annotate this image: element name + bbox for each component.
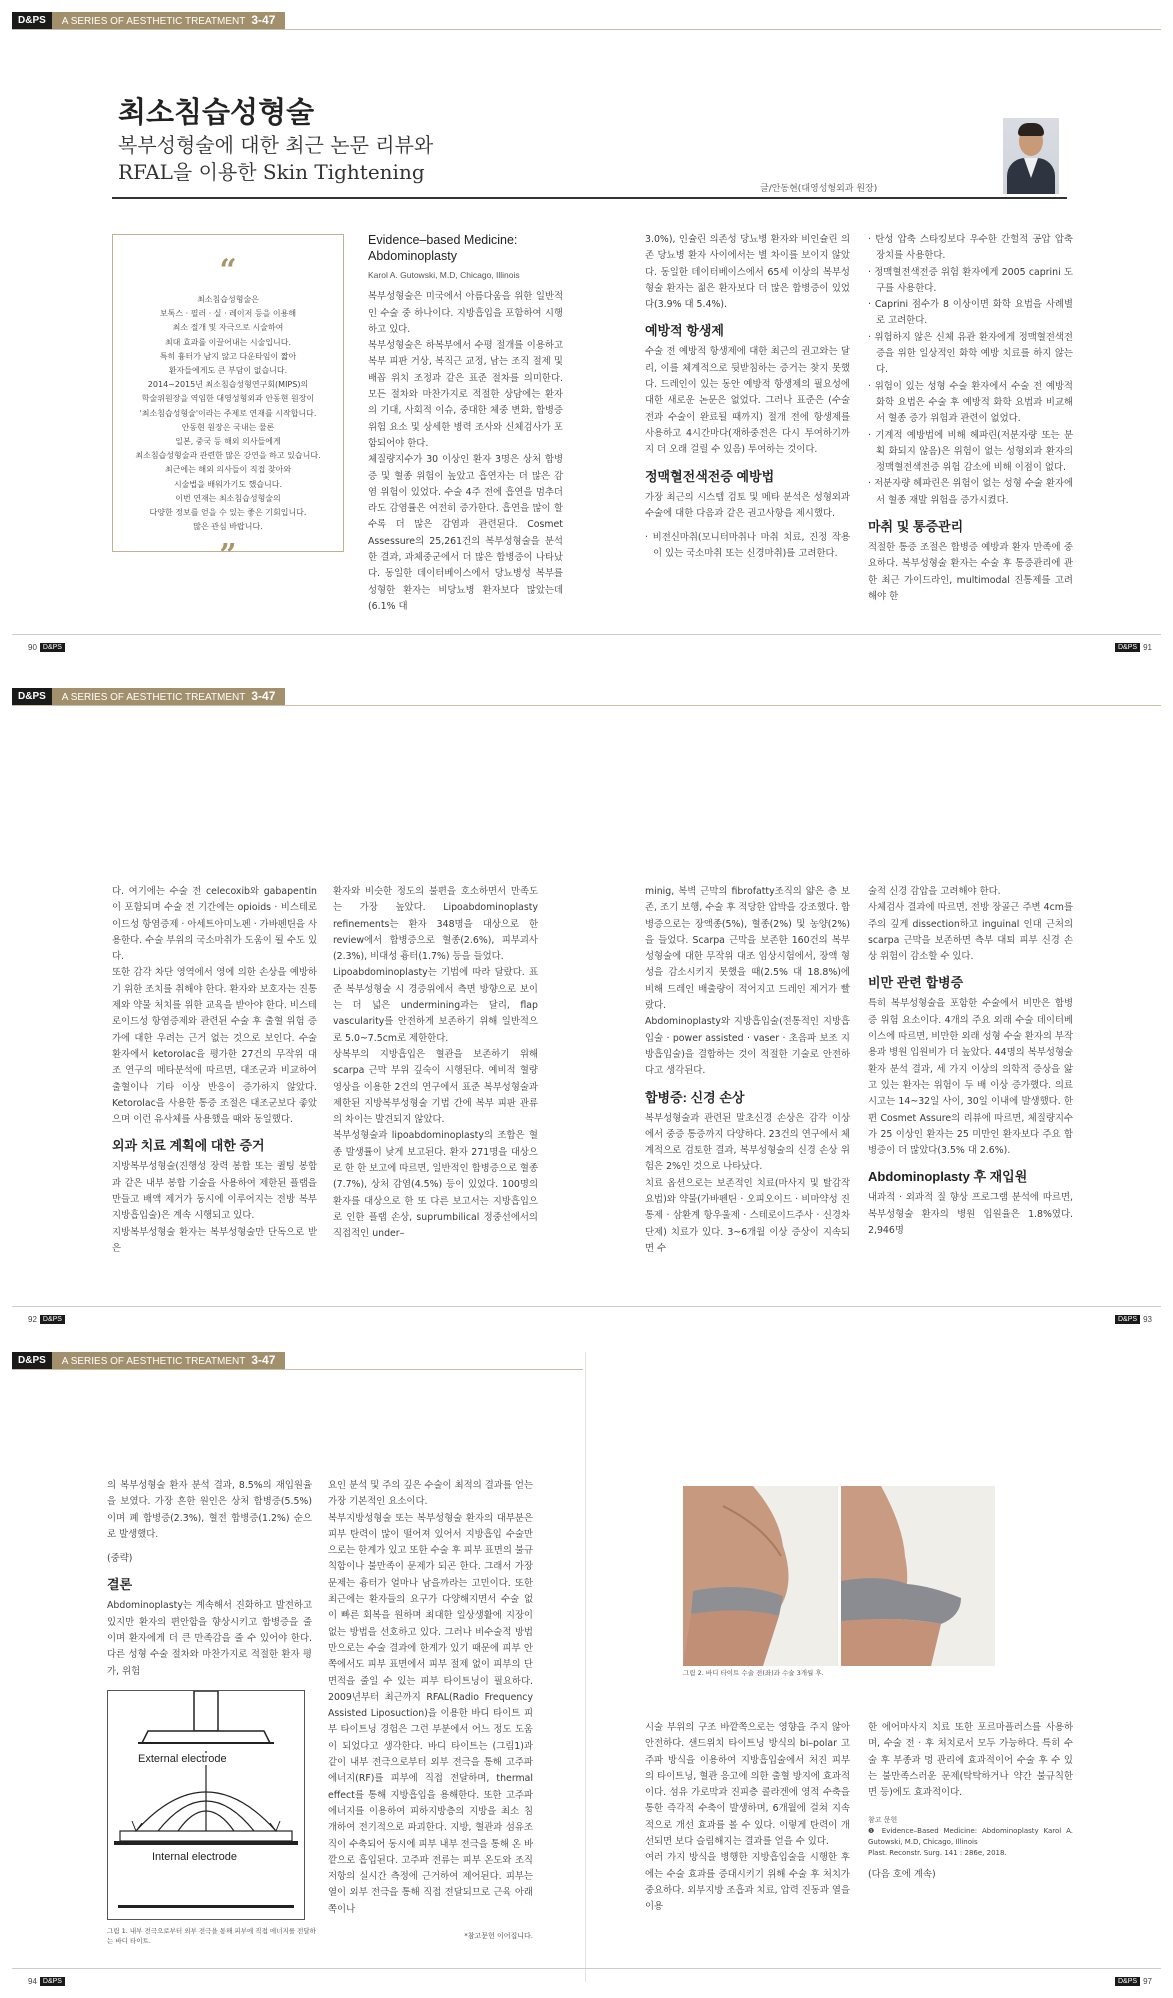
footer-rule: [12, 634, 1161, 635]
paragraph: 복부성형술은 미국에서 아름다움을 위한 일반적인 수술 중 하나이다. 지방흡입을 포함하여 시행하고 있다.: [368, 291, 563, 335]
page-number-94: 94 D&PS: [28, 1977, 68, 1986]
paragraph: Abdominoplasty와 지방흡입술(전통적인 지방흡입술 · power assisted · vaser · 초음파 보조 지방흡입술)을 결합하는 것이 적절한 기술로 안전하다고 생각된다.: [645, 1016, 850, 1077]
paragraph: 적절한 통증 조절은 합병증 예방과 환자 만족에 중요하다. 복부성형술 환자는 수술 후 통증관리에 관한 최근 가이드라인, multimodal 진통제를 고려해야 한: [868, 542, 1073, 602]
paragraph: 치료 옵션으로는 보존적인 치료(마사지 및 탈감작 요법)와 약물(가바펜틴 · 오피오이드 · 비마약성 진통제 · 삼환계 항우울제 · 스테로이드주사 · 신경차단제) 치료가 있다. 3~6개월 이상 증상이 지속되면 수: [645, 1177, 850, 1254]
paragraph: 시술 부위의 구조 바깥쪽으로는 영향을 주지 않아 안전하다. 샌드위치 타이트닝 방식의 bi–polar 고주파 방식을 이용하여 지방흡입술에서 처진 피부의 타이트닝, 혈관 응고에 의한 출혈 방지에 효과적이다. 섬유 가로막과 진피층 콜라겐에 영적 수축을 통한 즉각적 수축이 발생하며, 6개월에 걸쳐 지속적으로 개선 효과를 볼 수 있다. 이렇게 탄력이 개선되면 보다 슬림해지는 결과를 얻을 수 있다.: [645, 1722, 850, 1848]
paragraph: 복부성형술과 관련된 말초신경 손상은 감각 이상에서 중증 통증까지 다양하다. 23건의 연구에서 체계적으로 검토한 결과, 복부성형술의 신경 손상 위험은 2%인 것으로 나타났다.: [645, 1112, 850, 1173]
paragraph: 상복부의 지방흡입은 혈관을 보존하기 위해 scarpa 근막 부위 깊숙이 시행된다. 예비적 혈량 영상을 이용한 2건의 연구에서 표준 복부성형술과 제한된 지방복부성형술 기법 간에 복부 피판 관류의 차이는 발견되지 않았다.: [333, 1048, 538, 1126]
paragraph: 다. 여기에는 수술 전 celecoxib와 gabapentin이 포함되며 수술 전 기간에는 opioids · 비스테로이드성 항염증제 · 아세트아미노펜 · 가바펜틴을 사용한다. 수술 부위의 국소마취가 도움이 될 수도 있다.: [112, 886, 317, 963]
paragraph: 또한 감각 차단 영역에서 영에 의한 손상을 예방하기 위한 조치를 취해야 한다. 환자와 보호자는 진통제와 약물 처치를 위한 교육을 받아야 한다. 비스테로이드성 항염증제와 관련된 수술 후 출혈 위험 증가에 대한 우려는 근거 없는 것으로 보인다. 수술 환자에서 ketorolac을 평가한 27건의 무작위 대조 연구의 메타분석에 따르면, 대조군과 비교하여 출혈이나 기타 이상 반응이 증가하지 않았다. Ketorolac을 사용한 통증 조절은 대조군보다 좋았으며 이런 유사체를 사용했을 때와 동일했다.: [112, 967, 317, 1126]
paragraph: 내과적 · 외과적 질 향상 프로그램 분석에 따르면, 복부성형술 환자의 병원 입원율은 1.8%였다. 2,946명: [868, 1192, 1073, 1237]
paragraph: minig, 복벽 근막의 fibrofatty조직의 얇은 층 보존, 조기 보행, 수술 후 적당한 압박을 강조했다. 합병증으로는 장액종(5%), 혈종(2%) 및 농양(2%)을 들었다. Scarpa 근막을 보존한 160건의 복부성형술에 대한 무작위 대조 임상시험에서, 장액 형성을 감소시키지 못했을 때(2.5% 대 18.8%)에 비해 드레인 배출량이 적어지고 드레인 제거가 빨랐다.: [645, 886, 850, 1012]
page-gutter: [585, 1352, 586, 1982]
dps-logo: D&PS: [12, 12, 52, 29]
intro-quote-box: [112, 234, 344, 574]
paragraph: 환자와 비슷한 정도의 불편을 호소하면서 만족도는 가장 높았다. Lipoabdominoplasty refinements는 환자 348명을 대상으로 한 review에서 합병증으로 혈종(2.6%), 피부괴사(2.3%), 비대성 흉터(1.7%) 등을 들었다.: [333, 886, 538, 963]
reference-item: Plast. Reconstr. Surg. 141 : 286e, 2018.: [868, 1849, 1007, 1858]
footer-rule: [12, 1306, 1161, 1307]
bullet-item: · 비전신마취(모니터마취나 마취 치료, 진정 작용이 있는 국소마취 또는 신경마취)를 고려한다.: [645, 532, 850, 560]
figure-2-caption: 그림 2. 바디 타이트 수술 전(좌)과 수술 3개월 후.: [683, 1669, 824, 1677]
paragraph: 특히 복부성형술을 포함한 수술에서 비만은 합병증 위험 요소이다. 4개의 주요 외래 수술 데이터베이스에 따르면, 비만한 외래 성형 수술 환자의 부작용과 병원 입원비가 더 높았다. 44명의 복부성형술 환자 분석 결과, 세 가지 이상의 의학적 증상을 앓고 있는 환자는 위험이 두 배 이상 증가했다. 의료시고는 14~32일 사이, 30일 이내에 발생했다. 한편 Cosmet Assure의 리뷰에 따르면, 체질량지수가 25 이상인 환자는 25 미만인 환자보다 주요 합병증이 더 많았다(3.5% 대 2.6%).: [868, 998, 1073, 1157]
paragraph: Abdominoplasty는 계속해서 진화하고 발전하고 있지만 환자의 편안함을 향상시키고 합병증을 줄이며 환자에게 더 큰 만족감을 줄 수 있어야 한다. 다른 성형 수술 절차와 마찬가지로 적절한 환자 평가, 위험: [107, 1600, 312, 1677]
spread-pages-92-93: [0, 676, 1173, 1340]
paragraph: 술적 신경 감압을 고려해야 한다.: [868, 886, 1001, 897]
section-heading: 마취 및 통증관리: [868, 519, 964, 535]
dps-logo: D&PS: [12, 688, 52, 705]
page93-column-1: [645, 884, 850, 1257]
paragraph: 체질량지수가 30 이상인 환자 3명은 상처 합병증 및 혈종 위험이 높았고 흡연자는 더 많은 감염 위험이 있었다. 수술 4주 전에 흡연을 멈추더라도 감염률은 여전히 증가한다. 흡연을 많이 할수록 더 많은 감염과 관련된다. Cosmet Assessure의 25,261건의 복부성형술을 분석한 결과, 과체중군에서 더 많은 합병증이 나타났다. 동일한 데이터베이스에서 당뇨병성 복부를 성형한 환자는 비당뇨병 환자보다 많았는데(6.1% 대: [368, 454, 563, 612]
author-photo: [1003, 118, 1059, 194]
footer-rule: [12, 1968, 1161, 1969]
section-heading: 외과 치료 계획에 대한 증거: [112, 1138, 265, 1154]
open-quote-icon: “: [219, 253, 237, 288]
page97-column-1: [645, 1720, 850, 1916]
before-photo: [683, 1486, 838, 1666]
section-heading: 결론: [107, 1577, 133, 1593]
page97-column-2: [868, 1720, 1073, 1884]
source-title: Evidence–based Medicine: Abdominoplasty: [368, 233, 518, 263]
page92-column-2: [333, 884, 538, 1243]
paragraph: 가장 최근의 시스템 검토 및 메타 분석은 성형외과 수술에 대한 다음과 같은 권고사항을 제시했다.: [645, 491, 850, 519]
page91-column-2: [868, 232, 1073, 605]
series-label: A SERIES OF AESTHETIC TREATMENT 3-47: [52, 1352, 286, 1369]
paragraph: 수술 전 예방적 항생제에 대한 최근의 권고와는 달리, 이를 체계적으로 뒷받침하는 증거는 찾지 못했다. 드레인이 있는 동안 예방적 항생제의 필요성에 대한 새로운 논문은 없었다. 그러나 표준은 (수술 전과 수술이 완료될 때까지) 절개 전에 항생제를 사용하고 4시간마다(재하중전은 다시 투여하기까지 더 오래 걸릴 수 있음) 투여하는 것이다.: [645, 346, 850, 456]
header-rule: [12, 29, 1161, 30]
bullet-item: · Caprini 점수가 8 이상이면 화학 요법을 사례별로 고려한다.: [868, 299, 1073, 327]
paragraph: 의 복부성형술 환자 분석 결과, 8.5%의 재입원율을 보였다. 가장 흔한 원인은 상처 합병증(5.5%)이며 폐 합병증(2.3%), 혈전 합병증(1.2%) 순으로 발생했다.: [107, 1480, 312, 1540]
paragraph: 지방복부성형술(진행성 장력 봉합 또는 퀼팅 봉합과 같은 내부 봉합 기술을 사용하여 제한된 플랩을 만들고 배액 제거가 동시에 이루어지는 전방 복부지방흡입술)은 계속 시행되고 있다.: [112, 1161, 317, 1222]
paragraph: Lipoabdominoplasty는 기법에 따라 달랐다. 표준 복부성형술 시 경증위에서 측면 방향으로 보이는 더 넓은 undermining과는 달리, flap vascularity를 안전하게 보존하기 위해 일반적으로 5.0~7.5cm로 제한한다.: [333, 967, 538, 1044]
figure-2-before-after-photos: [683, 1486, 995, 1666]
continued-note: *참고문헌 이어집니다.: [464, 1932, 533, 1941]
paragraph: 복부지방성형술 또는 복부성형술 환자의 대부분은 피부 탄력이 많이 떨어져 있어서 지방흡입 수술만으로는 한계가 있고 또한 수술 후 피부 표면의 불규칙함이나 불만족이 문제가 되곤 한다. 그래서 가장 문제는 흉터가 얼마나 남을까라는 고민이다. 또한 최근에는 환자들의 요구가 다양해지면서 수술 없이 빠른 회복을 원하며 최대한 일상생활에 지장이 없는 방법을 선호하고 있다. 그러나 비수술적 방법만으로는 수술 결과에 한계가 있기 때문에 피부 안쪽에서도 피부 표면에서 피부 절제 없이 피부의 단면적을 줄일 수 있는 피부 타이트닝이 필요하다. 2009년부터 최근까지 RFAL(Radio Frequency Assisted Liposuction)을 이용한 바디 타이트 피부 타이트닝 경험은 그런 부분에서 어느 정도 도움이 되었다고 생각한다. 바디 타이트는 (그림1)과 같이 내부 전극으로부터 외부 전극을 통해 고주파 에너지(RF)를 피부에 직접 전달하며, thermal effect를 통해 지방흡입을 용해한다. 또한 고주파 에너지를 이용하여 피하지방층의 지방을 최소 침개하여 전기적으로 파괴한다. 지방, 혈관과 섬유조직이 수축되어 동시에 피부 내부 전극을 통해 온 바깥으로 흡입된다. 고주파 전류는 피부 온도와 조직 저항의 실시간 측정에 근거하여 제어된다. 피부는 열이 외부 전극을 통해 직접 전달되므로 근육 아래쪽이나: [328, 1512, 533, 1915]
page94-column-1: [107, 1478, 312, 1680]
section-heading: 정맥혈전색전증 예방법: [645, 468, 775, 484]
page-number-91: D&PS 91: [1112, 643, 1152, 652]
intro-quote-text: 최소침습성형술은 보톡스 · 필러 · 실 · 레이저 등을 이용해 최소 절개 및 자극으로 시술하여 최대 효과를 이끌어내는 시술입니다. 특히 흉터가 남지 않고 다운타임이 짧아 환자들에게도 큰 부담이 없습니다. 2014~2015년 최소침습성형연구회(MIPS)의 학술위원장을 역임한 대영성형외과 안동현 원장이 '최소침습성형술'이라는 주제로 연재를 시작합니다. 안동현 원장은 국내는 물론 일본, 중국 등 해외 의사들에게 최소침습성형술과 관련한 많은 강연을 하고 있습니다. 최근에는 해외 의사들이 직접 찾아와 시술법을 배워가기도 했습니다. 이번 연재는 최소침습성형술의 다양한 정보를 얻을 수 있는 좋은 기회입니다. 많은 관심 바랍니다.: [135, 295, 321, 532]
after-photo: [841, 1486, 996, 1666]
external-electrode-label: External electrode: [138, 1753, 227, 1765]
paragraph: 지방복부성형술 환자는 복부성형술만 단독으로 받은: [112, 1226, 317, 1254]
bullet-item: · 기계적 예방법에 비해 헤파린(저분자량 또는 분획 화되지 않음)은 위험이 없는 성형외과 환자의 정맥혈전색전증 위험 감소에 비해 이점이 없다.: [868, 429, 1073, 474]
section-heading: 비만 관련 합병증: [868, 975, 964, 991]
header-rule: [12, 705, 1161, 706]
paragraph: 한 에어마사지 치료 또한 포르마플러스를 사용하며, 수술 전 · 후 처치로서 모두 가능하다. 특히 수술 후 부종과 멍 관리에 효과적이어 수술 후 수 있는 불만족스러운 문제(탁탁하거나 약간 불규칙한 면 등)에도 효과적이다.: [868, 1722, 1073, 1799]
page92-column-1: [112, 884, 317, 1257]
paragraph: 여러 가지 방식을 병행한 지방흡입술을 시행한 후에는 수술 효과를 증대시키기 위해 수술 후 처치가 중요하다. 외부지방 조흡과 치료, 압력 진동과 열을 이용: [645, 1852, 850, 1913]
series-header: [12, 12, 285, 29]
to-be-continued: (다음 호에 계속): [868, 1869, 936, 1881]
paragraph: 복부성형술과 lipoabdominoplasty의 조합은 혈종 발생률이 낮게 보고된다. 환자 271명을 대상으로 한 한 보고에 따르면, 일반적인 합병증으로 혈종(7.7%), 상처 감염(4.5%) 등이 있었다. 100명의 환자를 대상으로 한 또 다른 보고서는 지방흡입으로 인한 플랩 손상, suprumbilical 정중선에서의 직접적인 under–: [333, 1130, 538, 1240]
series-label: A SERIES OF AESTHETIC TREATMENT 3-47: [52, 12, 286, 29]
close-quote-icon: ”: [219, 538, 237, 574]
article-title: 최소침습성형술: [118, 95, 315, 129]
bullet-item: · 정맥혈전색전증 위험 환자에게 2005 caprini 도구를 사용한다.: [868, 266, 1073, 294]
references: [868, 1815, 1073, 1859]
author-byline: 글/안동현(대영성형외과 원장): [760, 184, 878, 194]
page94-column-2: [328, 1478, 533, 1944]
paragraph: 요인 분석 및 주의 깊은 수술이 최적의 결과를 얻는 가장 기본적인 요소이다.: [328, 1480, 533, 1508]
paragraph: 복부성형술은 하복부에서 수평 절개를 이용하고 복부 피판 거상, 복직근 교정, 남는 조직 절제 및 배꼽 위치 조정과 같은 표준 절차를 의미한다. 모든 절차와 마찬가지로 적절한 상담에는 환자의 기대, 사회적 이슈, 중대한 체중 변화, 합병증 위험 요소 및 상세한 병력 조사와 신체검사가 포함되어야 한다.: [368, 340, 563, 449]
figure-1-electrode-diagram: [107, 1690, 305, 1920]
section-heading: 합병증: 신경 손상: [645, 1089, 745, 1105]
title-rule: [112, 197, 1067, 199]
internal-electrode-label: Internal electrode: [152, 1851, 237, 1863]
bullet-item: · 위험하지 않은 신체 유관 환자에게 정맥혈전색전증을 위한 일상적인 화학 예방 치료를 하지 않는다.: [868, 331, 1073, 376]
article-subtitle: 복부성형술에 대한 최근 논문 리뷰와 RFAL을 이용한 Skin Tightening: [118, 133, 434, 184]
paragraph: 3.0%), 인슐린 의존성 당뇨병 환자와 비인슐린 의존 당뇨병 환자 사이에서는 별 차이를 보이지 않았다. 동일한 데이터베이스에서 65세 이상의 복부성형술 환자는 젊은 환자보다 더 많은 합병증이 있었다(3.9% 대 5.4%).: [645, 234, 850, 311]
page90-column: [368, 232, 563, 615]
paragraph: (중략): [107, 1553, 133, 1565]
page-number-97: D&PS 97: [1112, 1977, 1152, 1986]
reference-item: ❶ Evidence–Based Medicine: Abdominoplasty Karol A. Gutowski, M.D, Chicago, Illinois: [868, 1827, 1073, 1847]
page-number-90: 90 D&PS: [28, 643, 68, 652]
electrode-diagram-svg: [108, 1691, 304, 1919]
page-number-93: D&PS 93: [1112, 1315, 1152, 1324]
dps-logo: D&PS: [12, 1352, 52, 1369]
series-label: A SERIES OF AESTHETIC TREATMENT 3-47: [52, 688, 286, 705]
page93-column-2: [868, 884, 1073, 1239]
series-header: [12, 1352, 285, 1369]
page91-column-1: [645, 232, 850, 563]
bullet-item: · 저분자량 헤파린은 위험이 없는 성형 수술 환자에서 혈종 재발 위험을 증가시켰다.: [868, 478, 1073, 506]
paragraph: 사체검사 결과에 따르면, 전방 장골근 주변 4cm를 주의 깊게 dissection하고 inguinal 인대 근처의 scarpa 근막을 보존하면 측부 대퇴 피부 신경 손상 위험이 감소할 수 있다.: [868, 902, 1073, 963]
section-heading: Abdominoplasty 후 재입원: [868, 1169, 1028, 1185]
bullet-item: · 탄성 압축 스타킹보다 우수한 간헐적 공압 압축 장치를 사용한다.: [868, 234, 1073, 262]
spread-pages-90-91: [0, 0, 1173, 676]
bullet-item: · 위험이 있는 성형 수술 환자에서 수술 전 예방적 화학 요법은 수술 후 예방적 화학 요법과 비교해서 혈종 증가 위험과 관련이 없었다.: [868, 380, 1073, 425]
references-title: 참고 문헌: [868, 1816, 898, 1825]
series-header: [12, 688, 285, 705]
source-authors: Karol A. Gutowski, M.D, Chicago, Illinois: [368, 270, 520, 280]
section-heading: 예방적 항생제: [645, 323, 724, 339]
page-number-92: 92 D&PS: [28, 1315, 68, 1324]
header-rule: [12, 1369, 583, 1370]
figure-1-caption: 그림 1. 내부 전극으로부터 외부 전극을 통해 피부에 직접 에너지를 전달하는 바디 타이트.: [107, 1927, 316, 1945]
